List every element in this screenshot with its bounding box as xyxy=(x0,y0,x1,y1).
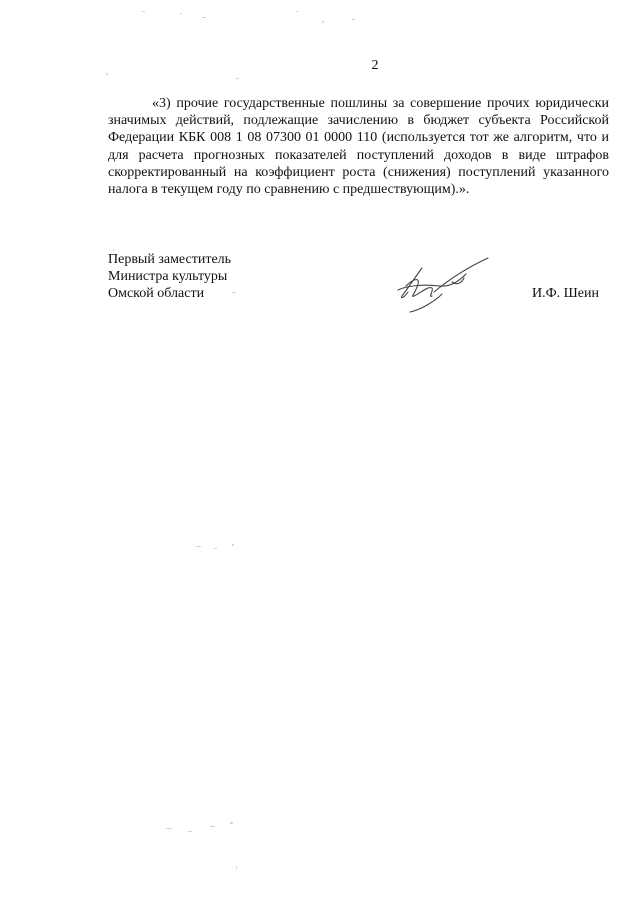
scan-speck xyxy=(322,21,324,23)
scan-speck xyxy=(232,292,236,293)
signoff-block xyxy=(108,251,231,302)
scan-speck xyxy=(113,249,114,251)
scan-speck xyxy=(210,826,215,827)
scan-speck xyxy=(196,546,201,547)
handwritten-signature xyxy=(392,252,502,314)
scan-speck xyxy=(202,17,206,18)
body-paragraph-text: «3) прочие государственные пошлины за совершение прочих юридически значимых действий, подлежащие зачислению в бюджет субъекта Российской Федерации КБК 008 1 08 07300 01 0000 110 (используется тот же алгоритм, что и для расчета прогнозных показателей поступлений доходов в виде штрафов скорректированный на коэффициент роста (снижения) поступлений указанного налога в текущем году по сравнению с предшествующим).». xyxy=(108,96,609,198)
scan-speck xyxy=(188,831,192,832)
scan-speck xyxy=(214,548,217,549)
scan-speck xyxy=(236,78,239,79)
scan-speck xyxy=(180,13,182,14)
scan-speck xyxy=(166,828,172,829)
signer-position-line-2: Министра культуры xyxy=(108,269,228,284)
page-number: 2 xyxy=(371,58,379,73)
scan-speck xyxy=(106,73,108,75)
scan-speck xyxy=(352,19,355,20)
scan-speck xyxy=(236,866,237,869)
signer-position-line-3: Омской области xyxy=(108,286,205,301)
signer-name: И.Ф. Шеин xyxy=(532,286,599,301)
body-paragraph xyxy=(108,95,609,198)
scan-speck xyxy=(232,544,234,546)
scan-speck xyxy=(142,11,145,12)
signer-position-line-1: Первый заместитель xyxy=(108,252,232,267)
scan-speck xyxy=(230,822,233,824)
scan-speck xyxy=(296,11,298,12)
